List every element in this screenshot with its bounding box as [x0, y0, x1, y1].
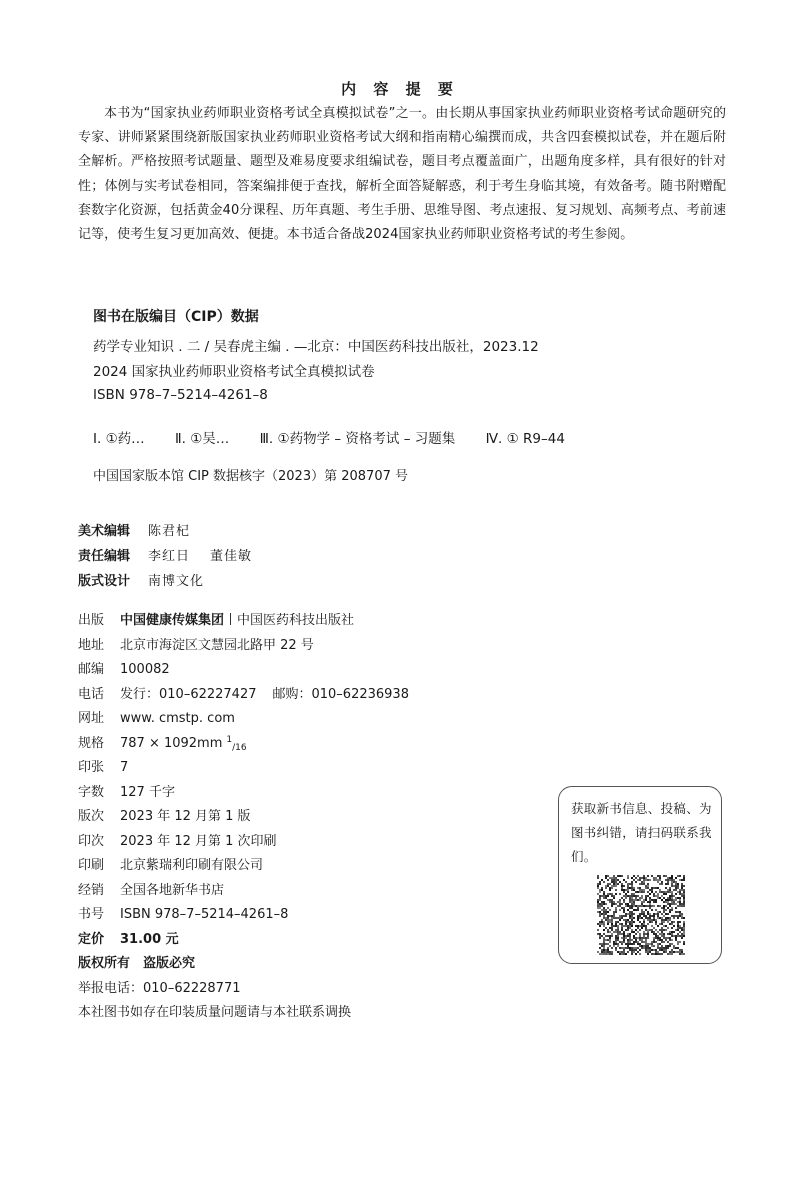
info-label: 经销 — [78, 882, 105, 898]
editor-row — [78, 520, 190, 539]
spec-value: 787 × 1092mm — [120, 735, 223, 751]
qr-contact-box — [558, 786, 722, 964]
info-label: 印张 — [78, 760, 105, 775]
printer-value: 北京紫瑞利印刷有限公司 — [120, 858, 264, 873]
cip-classification — [93, 427, 591, 447]
info-label: 邮编 — [78, 662, 105, 677]
website-row — [78, 707, 235, 726]
cip-heading: 图书在版编目（CIP）数据 — [93, 309, 259, 325]
qr-code-icon[interactable] — [597, 875, 685, 955]
info-label: 地址 — [78, 637, 105, 653]
website-value: www. cmstp. com — [120, 711, 235, 726]
phone-sales: 发行：010–62227427 — [120, 686, 257, 702]
spec-fraction-denominator: /16 — [232, 742, 247, 753]
book-number-row — [78, 903, 288, 922]
sheets-value: 7 — [120, 760, 129, 775]
postcode-row — [78, 658, 170, 677]
editor-row — [78, 570, 204, 589]
cip-verify-line: 中国国家版本馆 CIP 数据核字（2023）第 208707 号 — [93, 469, 408, 484]
info-label: 版次 — [78, 809, 105, 824]
price-value: 31.00 元 — [120, 931, 179, 947]
phone-mail: 邮购：010–62236938 — [272, 686, 409, 702]
content-summary-body: 本书为“国家执业药师职业资格考试全真模拟试卷”之一。由长期从事国家执业药师职业资格考试命题研究的专家、讲师紧紧围绕新版国家执业药师职业资格考试大纲和指南精心编撰而成，共含四套模拟试卷，并在题后附全解析。严格按照考试题量、题型及难易度要求组编试卷，题目考点覆盖面广，出题角度多样，具有很好的针对性；体例与实考试卷相同，答案编排便于查找，解析全面答疑解惑，利于考生身临其境，有效备考。随书附赠配套数字化资源，包括黄金40分课程、历年真题、考生手册、思维导图、考点速报、复习规划、高频考点、考前速记等，使考生复习更加高效、便捷。本书适合备战2024国家执业药师职业资格考试的考生参阅。 — [78, 106, 726, 243]
address-value: 北京市海淀区文慧园北路甲 22 号 — [120, 637, 314, 653]
info-label: 网址 — [78, 711, 105, 726]
edition-value: 2023 年 12 月第 1 版 — [120, 809, 251, 824]
info-label: 电话 — [78, 686, 105, 702]
info-label: 书号 — [78, 907, 105, 922]
publisher-name: 中国医药科技出版社 — [237, 613, 355, 628]
divider — [230, 613, 231, 625]
cip-title-line: 药学专业知识 . 二 / 吴春虎主编 . —北京：中国医药科技出版社，2023.12 — [93, 339, 539, 355]
book-number-value: ISBN 978–7–5214–4261–8 — [120, 907, 289, 922]
quality-notice: 本社图书如存在印装质量问题请与本社联系调换 — [78, 1005, 352, 1020]
info-label: 字数 — [78, 784, 105, 800]
info-label: 印刷 — [78, 858, 105, 873]
editor-name: 南博文化 — [148, 574, 205, 589]
printing-row — [78, 830, 277, 849]
phone-row — [78, 683, 409, 702]
publisher-row — [78, 609, 354, 628]
info-label: 规格 — [78, 735, 105, 751]
editor-label: 版式设计 — [78, 574, 131, 589]
editor-label: 责任编辑 — [78, 549, 131, 564]
copyright-line: 版权所有 盗版必究 — [78, 956, 196, 971]
edition-row — [78, 805, 251, 824]
postcode-value: 100082 — [120, 662, 170, 677]
cip-class-1: Ⅰ. ①药… — [93, 431, 145, 447]
cip-isbn-line: ISBN 978–7–5214–4261–8 — [93, 387, 268, 403]
info-label: 定价 — [78, 931, 105, 947]
content-summary-title: 内 容 提 要 — [341, 80, 459, 98]
address-row — [78, 634, 314, 653]
cip-class-2: Ⅱ. ①吴… — [174, 431, 230, 447]
cip-class-4: Ⅳ. ① R9–44 — [485, 431, 565, 447]
printing-value: 2023 年 12 月第 1 次印刷 — [120, 833, 277, 849]
words-row — [78, 781, 175, 800]
report-phone-line: 举报电话：010–62228771 — [78, 980, 241, 996]
editor-label: 美术编辑 — [78, 524, 131, 539]
qr-contact-text: 获取新书信息、投稿、为图书纠错，请扫码联系我们。 — [571, 801, 712, 864]
editor-name-2: 董佳敏 — [210, 549, 253, 564]
printer-row — [78, 854, 263, 873]
info-label: 出版 — [78, 613, 105, 628]
spec-row — [78, 732, 247, 753]
words-value: 127 千字 — [120, 784, 175, 800]
editor-row — [78, 545, 252, 564]
distributor-value: 全国各地新华书店 — [120, 882, 225, 898]
price-row — [78, 928, 179, 947]
editor-name: 陈君杞 — [148, 524, 191, 539]
editor-name: 李红日 — [148, 549, 191, 564]
publisher-group: 中国健康传媒集团 — [120, 613, 225, 628]
sheets-row — [78, 756, 128, 775]
cip-class-3: Ⅲ. ①药物学 – 资格考试 – 习题集 — [259, 431, 456, 447]
spec-fraction-numerator: 1 — [226, 734, 233, 745]
cip-series-line: 2024 国家执业药师职业资格考试全真模拟试卷 — [93, 364, 375, 380]
distributor-row — [78, 879, 224, 898]
info-label: 印次 — [78, 833, 105, 849]
